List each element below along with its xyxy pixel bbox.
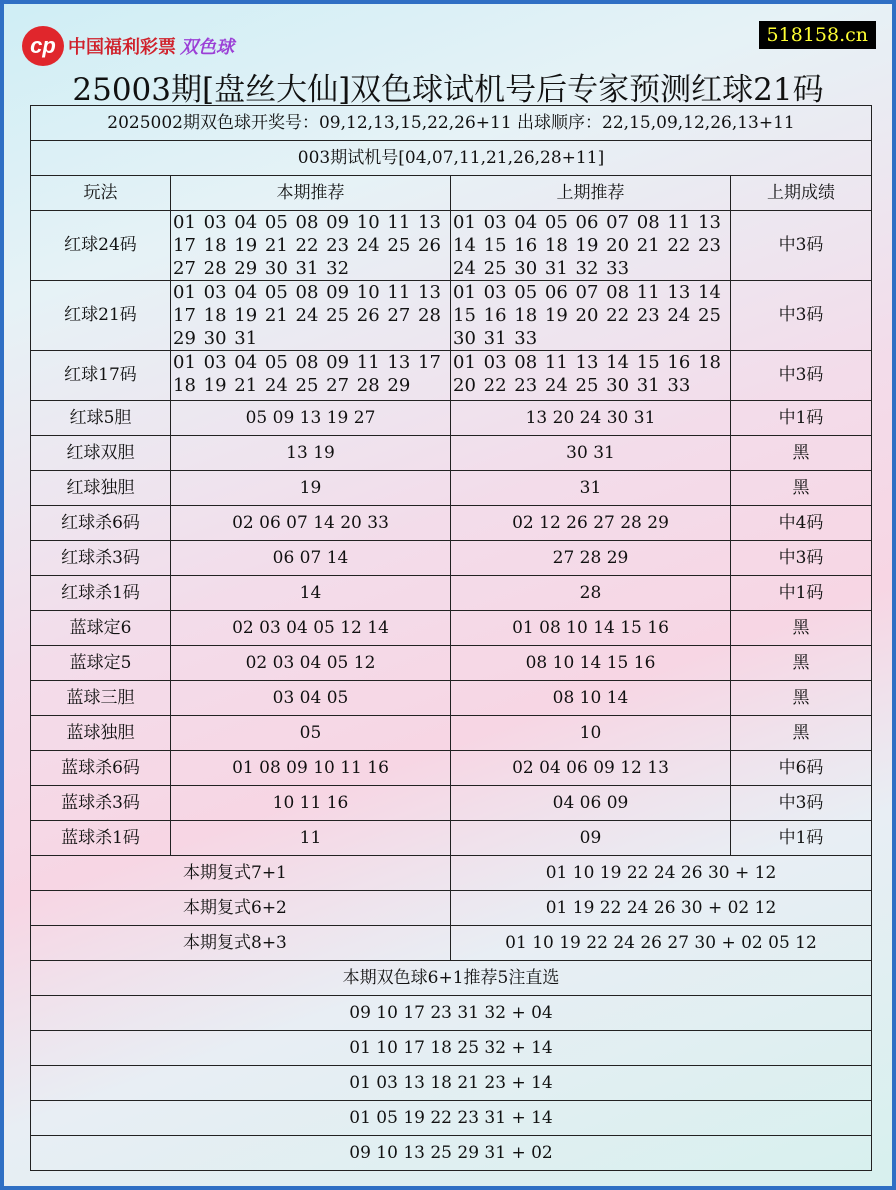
pick-row bbox=[31, 1101, 872, 1136]
pick-numbers: 01 10 17 18 25 32 + 14 bbox=[31, 1031, 872, 1066]
previous-recommendation: 01 08 10 14 15 16 bbox=[451, 611, 731, 646]
method-label: 红球双胆 bbox=[31, 436, 171, 471]
previous-result: 中3码 bbox=[731, 351, 872, 401]
method-label: 蓝球定5 bbox=[31, 646, 171, 681]
previous-result: 中4码 bbox=[731, 506, 872, 541]
pick-numbers: 09 10 13 25 29 31 + 02 bbox=[31, 1136, 872, 1171]
previous-result: 黑 bbox=[731, 646, 872, 681]
table-row bbox=[31, 281, 872, 351]
compound-label: 本期复式8+3 bbox=[31, 926, 451, 961]
previous-result: 黑 bbox=[731, 681, 872, 716]
previous-result: 中3码 bbox=[731, 786, 872, 821]
pick-row bbox=[31, 1066, 872, 1101]
previous-result: 黑 bbox=[731, 471, 872, 506]
current-recommendation: 01 08 09 10 11 16 bbox=[171, 751, 451, 786]
previous-result: 黑 bbox=[731, 436, 872, 471]
previous-result: 中1码 bbox=[731, 576, 872, 611]
method-label: 蓝球独胆 bbox=[31, 716, 171, 751]
previous-recommendation: 10 bbox=[451, 716, 731, 751]
method-label: 红球24码 bbox=[31, 211, 171, 281]
table-row bbox=[31, 716, 872, 751]
logo-text: 中国福利彩票 bbox=[68, 37, 176, 57]
compound-numbers: 01 10 19 22 24 26 30 + 12 bbox=[451, 856, 872, 891]
header-previous: 上期推荐 bbox=[451, 176, 731, 211]
previous-recommendation: 28 bbox=[451, 576, 731, 611]
current-recommendation: 05 09 13 19 27 bbox=[171, 401, 451, 436]
previous-recommendation: 01 03 04 05 06 07 08 11 13 14 15 16 18 19 20 21 22 23 24 25 30 31 32 33 bbox=[451, 211, 731, 281]
cp-logo-icon: cp bbox=[22, 26, 64, 66]
current-recommendation: 19 bbox=[171, 471, 451, 506]
current-recommendation: 10 11 16 bbox=[171, 786, 451, 821]
header-result: 上期成绩 bbox=[731, 176, 872, 211]
previous-recommendation: 08 10 14 15 16 bbox=[451, 646, 731, 681]
table-row bbox=[31, 611, 872, 646]
previous-recommendation: 02 12 26 27 28 29 bbox=[451, 506, 731, 541]
previous-recommendation: 04 06 09 bbox=[451, 786, 731, 821]
pick-row bbox=[31, 1136, 872, 1171]
current-recommendation: 01 03 04 05 08 09 11 13 17 18 19 21 24 25 27 28 29 bbox=[171, 351, 451, 401]
page-title: 25003期[盘丝大仙]双色球试机号后专家预测红球21码 bbox=[72, 72, 824, 108]
previous-result: 中1码 bbox=[731, 401, 872, 436]
previous-result: 黑 bbox=[731, 611, 872, 646]
table-row bbox=[31, 211, 872, 281]
current-recommendation: 02 03 04 05 12 bbox=[171, 646, 451, 681]
pick-numbers: 01 03 13 18 21 23 + 14 bbox=[31, 1066, 872, 1101]
compound-row bbox=[31, 856, 872, 891]
prediction-table bbox=[30, 105, 872, 1171]
method-label: 红球杀1码 bbox=[31, 576, 171, 611]
method-label: 蓝球杀3码 bbox=[31, 786, 171, 821]
previous-recommendation: 30 31 bbox=[451, 436, 731, 471]
table-row bbox=[31, 541, 872, 576]
pick-row bbox=[31, 996, 872, 1031]
previous-recommendation: 01 03 05 06 07 08 11 13 14 15 16 18 19 20 22 23 24 25 30 31 33 bbox=[451, 281, 731, 351]
compound-numbers: 01 19 22 24 26 30 + 02 12 bbox=[451, 891, 872, 926]
test-numbers: 003期试机号[04,07,11,21,26,28+11] bbox=[31, 141, 872, 176]
previous-recommendation: 31 bbox=[451, 471, 731, 506]
site-badge: 518158.cn bbox=[759, 21, 876, 49]
method-label: 蓝球三胆 bbox=[31, 681, 171, 716]
method-label: 红球21码 bbox=[31, 281, 171, 351]
previous-result: 中3码 bbox=[731, 541, 872, 576]
picks-title: 本期双色球6+1推荐5注直选 bbox=[31, 961, 872, 996]
header-current: 本期推荐 bbox=[171, 176, 451, 211]
table-row bbox=[31, 436, 872, 471]
compound-row bbox=[31, 891, 872, 926]
current-recommendation: 05 bbox=[171, 716, 451, 751]
table-row bbox=[31, 751, 872, 786]
previous-result: 中6码 bbox=[731, 751, 872, 786]
compound-label: 本期复式6+2 bbox=[31, 891, 451, 926]
compound-numbers: 01 10 19 22 24 26 27 30 + 02 05 12 bbox=[451, 926, 872, 961]
pick-row bbox=[31, 1031, 872, 1066]
current-recommendation: 01 03 04 05 08 09 10 11 13 17 18 19 21 24 25 26 27 28 29 30 31 bbox=[171, 281, 451, 351]
draw-info: 2025002期双色球开奖号：09,12,13,15,22,26+11 出球顺序：22,15,09,12,26,13+11 bbox=[31, 106, 872, 141]
previous-recommendation: 01 03 08 11 13 14 15 16 18 20 22 23 24 25 30 31 33 bbox=[451, 351, 731, 401]
previous-recommendation: 02 04 06 09 12 13 bbox=[451, 751, 731, 786]
pick-numbers: 09 10 17 23 31 32 + 04 bbox=[31, 996, 872, 1031]
current-recommendation: 02 03 04 05 12 14 bbox=[171, 611, 451, 646]
previous-result: 中3码 bbox=[731, 211, 872, 281]
table-row bbox=[31, 401, 872, 436]
logo-brand: 双色球 bbox=[180, 37, 234, 57]
previous-result: 中3码 bbox=[731, 281, 872, 351]
current-recommendation: 06 07 14 bbox=[171, 541, 451, 576]
current-recommendation: 14 bbox=[171, 576, 451, 611]
header-method: 玩法 bbox=[31, 176, 171, 211]
current-recommendation: 01 03 04 05 08 09 10 11 13 17 18 19 21 22 23 24 25 26 27 28 29 30 31 32 bbox=[171, 211, 451, 281]
table-row bbox=[31, 681, 872, 716]
table-row bbox=[31, 576, 872, 611]
previous-result: 黑 bbox=[731, 716, 872, 751]
table-row bbox=[31, 786, 872, 821]
method-label: 红球杀3码 bbox=[31, 541, 171, 576]
previous-recommendation: 13 20 24 30 31 bbox=[451, 401, 731, 436]
method-label: 红球独胆 bbox=[31, 471, 171, 506]
current-recommendation: 02 06 07 14 20 33 bbox=[171, 506, 451, 541]
table-row bbox=[31, 506, 872, 541]
method-label: 红球杀6码 bbox=[31, 506, 171, 541]
method-label: 红球17码 bbox=[31, 351, 171, 401]
table-row bbox=[31, 471, 872, 506]
previous-recommendation: 09 bbox=[451, 821, 731, 856]
lottery-logo bbox=[22, 26, 234, 66]
current-recommendation: 13 19 bbox=[171, 436, 451, 471]
previous-result: 中1码 bbox=[731, 821, 872, 856]
compound-row bbox=[31, 926, 872, 961]
previous-recommendation: 27 28 29 bbox=[451, 541, 731, 576]
compound-label: 本期复式7+1 bbox=[31, 856, 451, 891]
current-recommendation: 03 04 05 bbox=[171, 681, 451, 716]
method-label: 蓝球杀1码 bbox=[31, 821, 171, 856]
table-row bbox=[31, 351, 872, 401]
table-row bbox=[31, 821, 872, 856]
previous-recommendation: 08 10 14 bbox=[451, 681, 731, 716]
current-recommendation: 11 bbox=[171, 821, 451, 856]
method-label: 蓝球杀6码 bbox=[31, 751, 171, 786]
method-label: 红球5胆 bbox=[31, 401, 171, 436]
pick-numbers: 01 05 19 22 23 31 + 14 bbox=[31, 1101, 872, 1136]
method-label: 蓝球定6 bbox=[31, 611, 171, 646]
table-row bbox=[31, 646, 872, 681]
